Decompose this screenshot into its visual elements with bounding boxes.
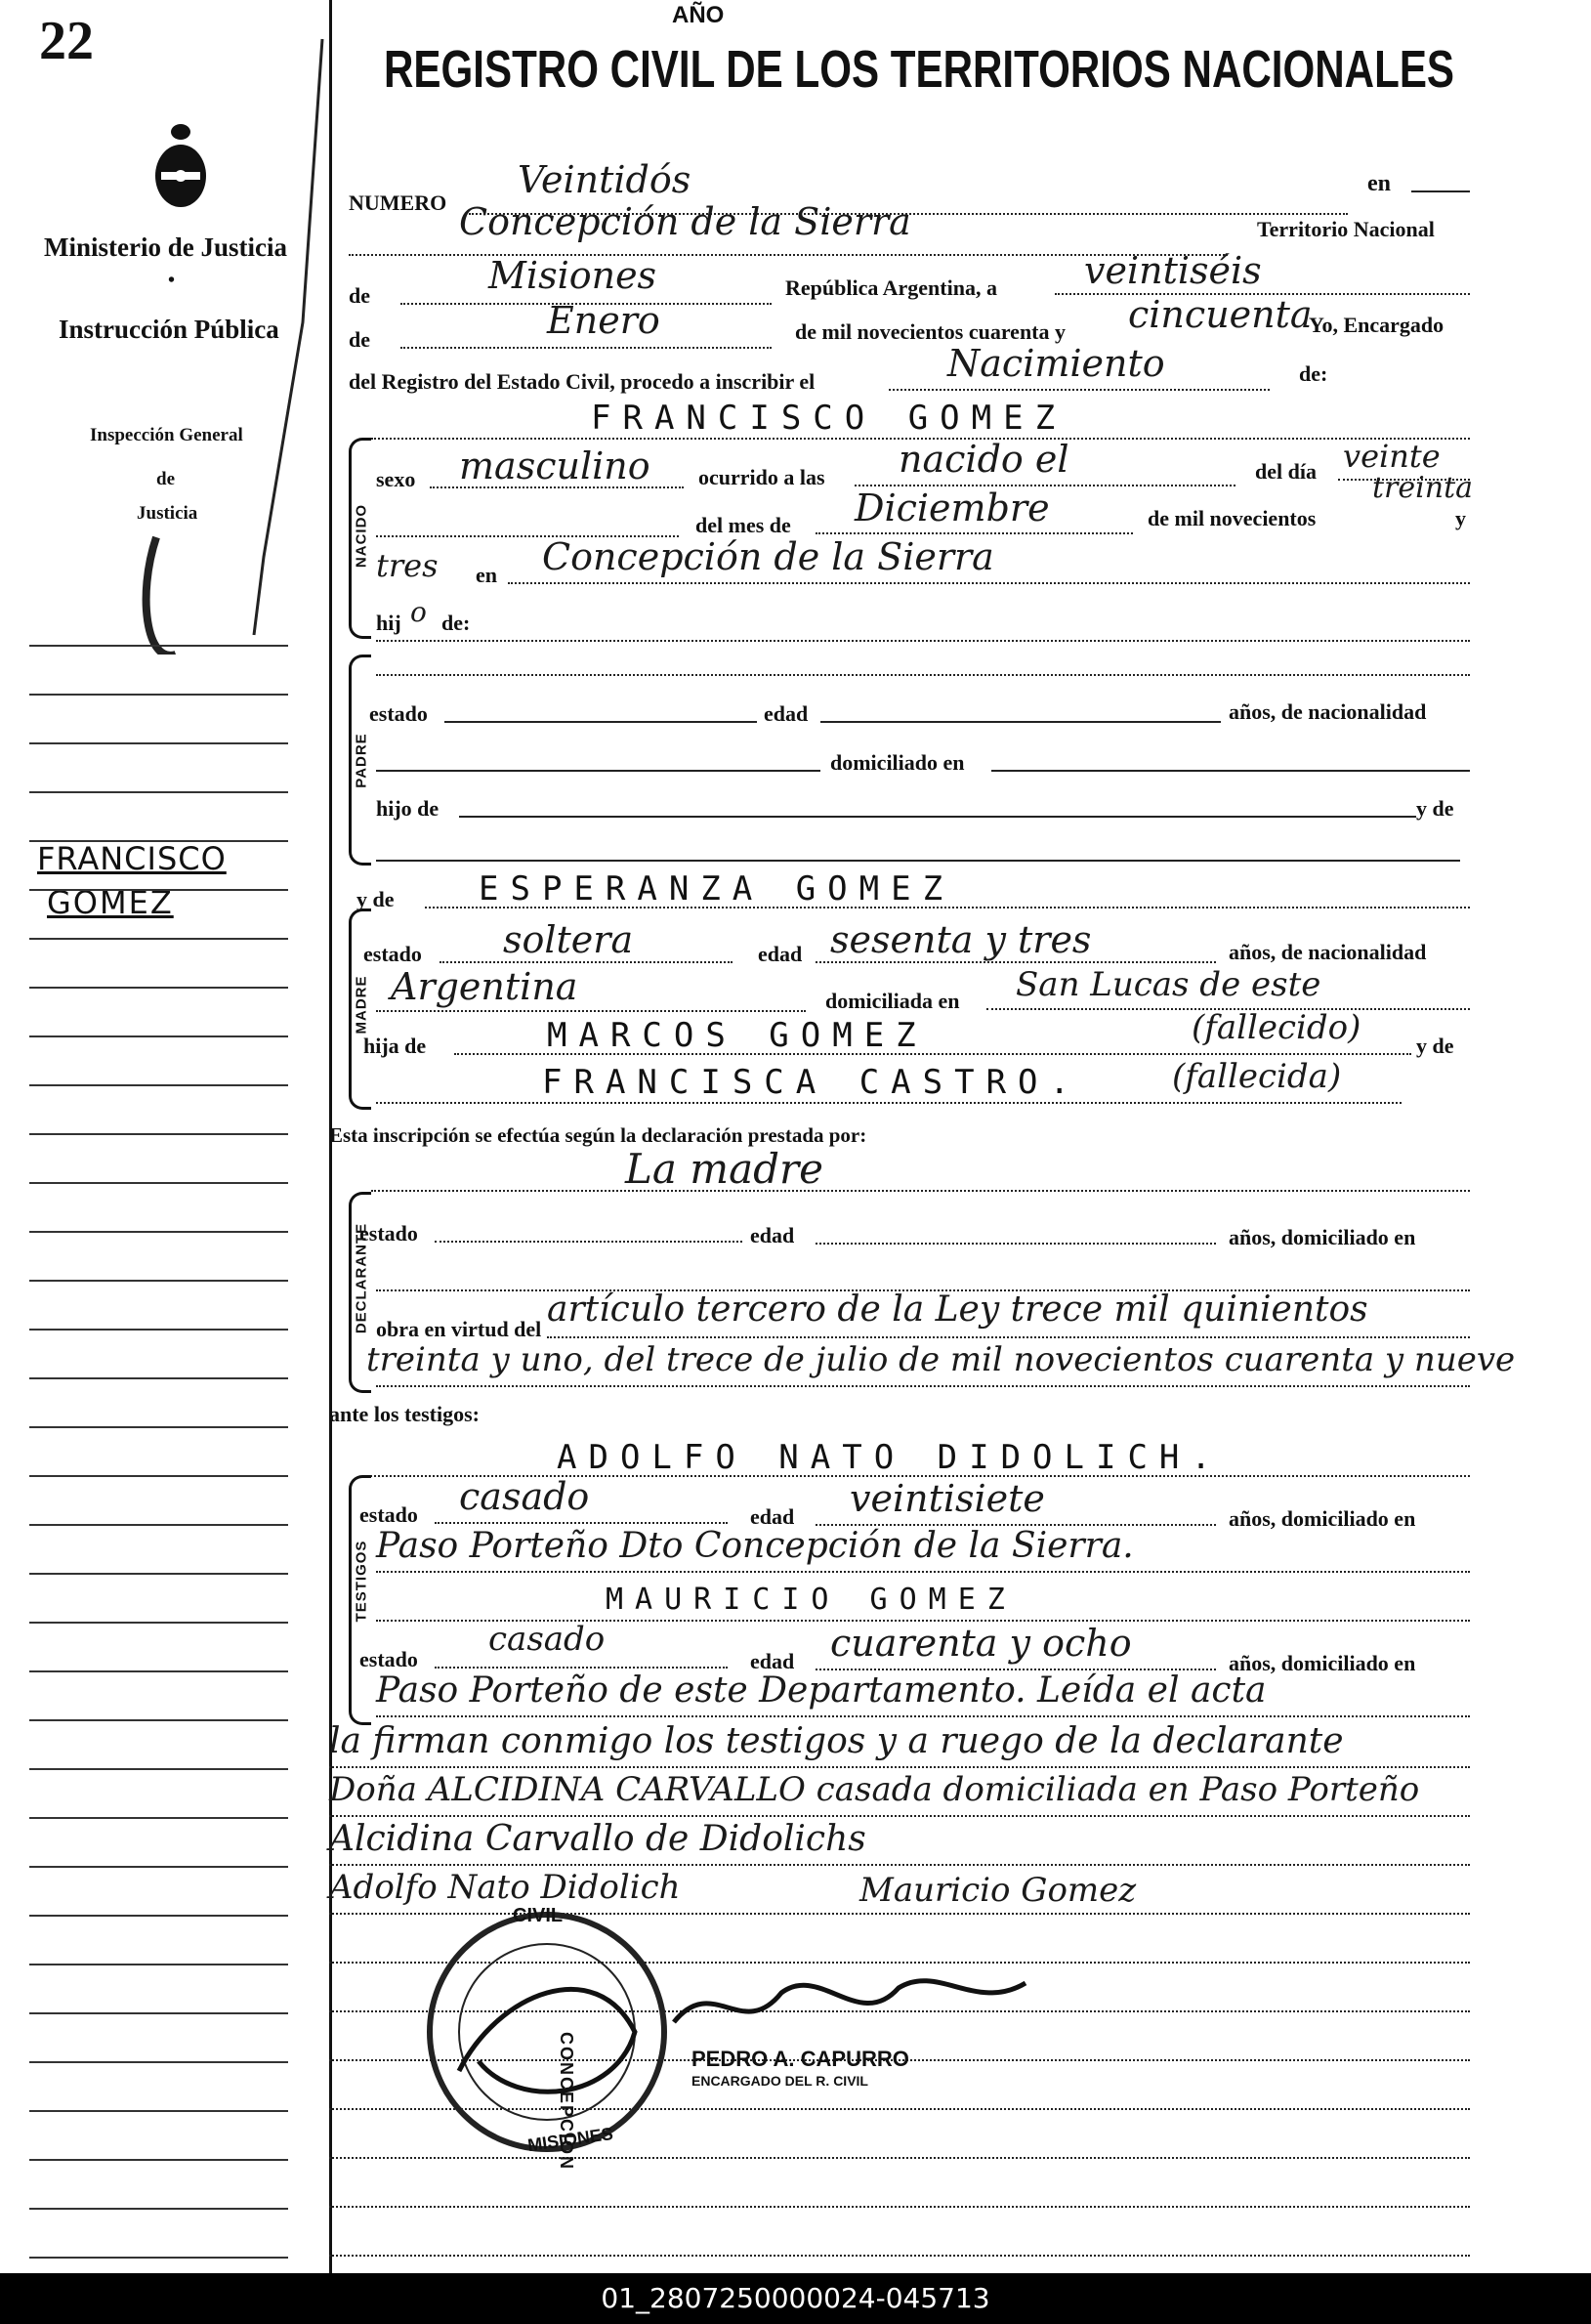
seal-right-text: CONCEPCION [557, 2032, 576, 2172]
line-estado-testigo1 [435, 1522, 728, 1524]
label-de-1: de [349, 283, 370, 308]
entry-madre-estado: soltera [503, 918, 634, 961]
margin-name-line1: FRANCISCO [37, 840, 227, 877]
entry-abuelo: MARCOS GOMEZ [547, 1016, 928, 1055]
label-estado-declarante: estado [359, 1221, 418, 1246]
label-del-mes: del mes de [695, 513, 791, 537]
signature-testigo1: Adolfo Nato Didolich [329, 1868, 681, 1907]
entry-abuelo-nota: (fallecido) [1192, 1008, 1361, 1047]
line-cierre-1 [329, 1766, 1470, 1768]
label-de-2: de [349, 327, 370, 352]
margin-rule-line [29, 987, 288, 989]
line-padre-1 [376, 674, 1470, 676]
label-de-mil-cuarenta: de mil novecientos cuarenta y [795, 319, 1067, 344]
line-estado-madre [440, 961, 733, 963]
entry-abuela: FRANCISCA CASTRO. [542, 1063, 1081, 1102]
margin-rule-line [29, 2012, 288, 2014]
label-sexo: sexo [376, 467, 416, 491]
label-anos-domiciliado-testigo2: años, domiciliado en [1229, 1651, 1416, 1675]
line-padre-final [376, 860, 1460, 862]
margin-rule-line [29, 1133, 288, 1135]
margin-rule-line [29, 1280, 288, 1282]
line-edad-madre [816, 961, 1216, 963]
label-edad-testigo1: edad [750, 1504, 795, 1529]
entry-abuela-nota: (fallecida) [1172, 1057, 1342, 1096]
ministry-dot: • [168, 270, 176, 291]
line-hijo [376, 640, 1470, 642]
label-del-registro: del Registro del Estado Civil, procedo a inscribir el [349, 369, 816, 394]
margin-rule-line [29, 938, 288, 940]
label-edad-madre: edad [758, 942, 803, 966]
line-domicilio-padre [991, 770, 1470, 772]
label-y-1: y [1455, 506, 1466, 530]
ministry-line5: Justicia [137, 503, 198, 524]
line-hijo-de-padre [459, 816, 1416, 818]
entry-sexo: masculino [459, 444, 650, 487]
line-acto [889, 389, 1270, 391]
label-en: en [1367, 171, 1391, 196]
label-hija-de: hija de [363, 1034, 427, 1058]
year-label: AÑO [672, 2, 725, 28]
entry-acto: Nacimiento [947, 342, 1165, 385]
entry-testigo1-estado: casado [459, 1475, 590, 1518]
entry-anio-nacimiento-a: treinta [1372, 471, 1474, 505]
entry-testigo1: ADOLFO NATO DIDOLICH. [557, 1438, 1223, 1477]
line-estado-declarante [435, 1241, 742, 1243]
margin-rule-line [29, 2208, 288, 2210]
entry-madre-nacionalidad: Argentina [391, 965, 578, 1008]
line-declarante [371, 1190, 1470, 1192]
label-ante-testigos: ante los testigos: [329, 1402, 480, 1426]
label-y-de-abuela: y de [1416, 1034, 1454, 1058]
entry-obra-linea2: treinta y uno, del trece de julio de mil novecientos cuarenta y nueve [366, 1340, 1516, 1379]
label-territorio: Territorio Nacional [1257, 217, 1435, 241]
line-domicilio-testigo1 [376, 1571, 1470, 1573]
label-edad-declarante: edad [750, 1223, 795, 1247]
line-cierre-2 [329, 1815, 1470, 1817]
line-mes-nacimiento [816, 532, 1133, 534]
label-estado-padre: estado [369, 701, 428, 726]
seal-bottom-text: MISIONES [525, 2123, 614, 2156]
margin-rule-line [29, 2110, 288, 2112]
line-mes-inscripcion [400, 347, 772, 349]
margin-rule-line [29, 1426, 288, 1428]
margin-rule-line [29, 1084, 288, 1086]
form-title: REGISTRO CIVIL DE LOS TERRITORIOS NACIONALES [384, 40, 1455, 99]
section-label-nacido: NACIDO [353, 503, 370, 569]
label-domiciliada-madre: domiciliada en [825, 989, 960, 1013]
line-obra-1 [547, 1336, 1470, 1338]
margin-rule-line [29, 2257, 288, 2259]
line-obra-2 [376, 1385, 1470, 1387]
margin-rule-line [29, 1719, 288, 1721]
label-estado-testigo1: estado [359, 1502, 418, 1527]
label-inscripcion: Esta inscripción se efectúa según la declaración prestada por: [329, 1123, 867, 1147]
label-yo-encargado: Yo, Encargado [1309, 313, 1444, 337]
section-label-declarante: DECLARANTE [353, 1222, 370, 1334]
margin-rule-line [29, 1231, 288, 1233]
entry-testigo2: MAURICIO GOMEZ [606, 1583, 1017, 1617]
margin-rule-line [29, 1035, 288, 1037]
entry-mes-inscripcion: Enero [547, 299, 660, 342]
entry-testigo1-edad: veintisiete [850, 1477, 1045, 1520]
label-hijo-de-padre: hijo de [376, 796, 440, 821]
margin-rule-line [29, 1573, 288, 1575]
encargado-signature [664, 1954, 1035, 2051]
label-anos-domiciliado-testigo1: años, domiciliado en [1229, 1506, 1416, 1531]
line-abuela [376, 1102, 1402, 1104]
margin-rule-line [29, 1524, 288, 1526]
label-en-lugar: en [476, 563, 497, 587]
label-y-de-padre: y de [1416, 796, 1454, 821]
label-ocurrido: ocurrido a las [698, 465, 825, 489]
margin-rule-line [29, 1622, 288, 1624]
line-en [1411, 190, 1470, 192]
entry-madre-edad: sesenta y tres [830, 918, 1092, 961]
label-anos-nacionalidad-padre: años, de nacionalidad [1229, 699, 1427, 724]
stamp-role: ENCARGADO DEL R. CIVIL [691, 2073, 868, 2089]
bottom-rule-line [329, 2206, 1470, 2208]
section-label-madre: MADRE [353, 975, 370, 1035]
margin-name-line2: GOMEZ [47, 884, 174, 921]
line-lugar-nacimiento [508, 582, 1470, 584]
line-nacionalidad-padre [376, 770, 820, 772]
line-domicilio-testigo2 [376, 1715, 1470, 1717]
entry-dia-inscripcion: veintiséis [1084, 249, 1262, 292]
section-label-testigos: TESTIGOS [353, 1540, 370, 1623]
margin-rule-line [29, 1377, 288, 1379]
margin-rule-line [29, 1964, 288, 1965]
signature-declarante: Alcidina Carvallo de Didolichs [329, 1819, 866, 1859]
civil-registry-seal [420, 1895, 674, 2172]
entry-anio-inscripcion: cincuenta [1128, 293, 1313, 336]
margin-rule-line [29, 1670, 288, 1672]
label-numero: NUMERO [349, 190, 447, 215]
bottom-rule-line [329, 2255, 1470, 2257]
entry-testigo1-domicilio: Paso Porteño Dto Concepción de la Sierra. [376, 1526, 1134, 1566]
label-de-mil-novecientos: de mil novecientos [1148, 506, 1317, 530]
margin-rule-line [29, 2061, 288, 2063]
margin-pen-stroke [117, 29, 342, 655]
entry-testigo2-edad: cuarenta y ocho [830, 1622, 1132, 1665]
label-edad-padre: edad [764, 701, 809, 726]
label-domiciliado-padre: domiciliado en [830, 750, 965, 775]
margin-rule-line [29, 1866, 288, 1868]
footer-code: 01_2807250000024-045713 [0, 2273, 1591, 2324]
label-hijo: hij [376, 611, 401, 635]
entry-anio-nacimiento-b: tres [376, 547, 439, 584]
margin-rule-line [29, 645, 288, 647]
margin-rule-line [29, 791, 288, 793]
entry-cierre1: la firman conmigo los testigos y a ruego de la declarante [329, 1721, 1344, 1761]
margin-rule-line [29, 1475, 288, 1477]
margin-rule-line [29, 840, 288, 842]
line-nacionalidad-madre [376, 1010, 806, 1012]
entry-cierre2: Doña ALCIDINA CARVALLO casada domiciliada en Paso Porteño [329, 1770, 1420, 1809]
entry-testigo2-domicilio: Paso Porteño de este Departamento. Leída el acta [376, 1670, 1267, 1711]
margin-rule-line [29, 2159, 288, 2161]
label-estado-testigo2: estado [359, 1647, 418, 1671]
ministry-line3: Inspección General [90, 425, 243, 445]
margin-rule-line [29, 742, 288, 744]
label-anos-nacionalidad-madre: años, de nacionalidad [1229, 940, 1427, 964]
line-edad-padre [820, 721, 1221, 723]
entry-numero: Veintidós [518, 158, 691, 201]
entry-madre-nombre: ESPERANZA GOMEZ [479, 869, 955, 908]
entry-mes-nacimiento: Diciembre [855, 486, 1050, 529]
margin-rule-line [29, 1768, 288, 1770]
label-del-dia: del día [1255, 459, 1317, 484]
stamp-name: PEDRO A. CAPURRO [691, 2047, 909, 2071]
signature-testigo2: Mauricio Gomez [859, 1871, 1137, 1910]
label-de-colon: de: [1299, 361, 1328, 386]
entry-declarante: La madre [625, 1145, 823, 1193]
label-estado-madre: estado [363, 942, 422, 966]
margin-rule-line [29, 1329, 288, 1331]
entry-territorio: Misiones [488, 254, 657, 297]
label-hijo-de: de: [441, 611, 471, 635]
seal-top-text: CIVIL [513, 1905, 564, 1926]
entry-dia-nacimiento: veinte [1343, 438, 1441, 475]
ministry-line2: Instrucción Pública [59, 315, 279, 344]
entry-lugar-nacimiento: Concepción de la Sierra [542, 535, 994, 578]
margin-rule-line [29, 889, 288, 891]
page-number: 22 [39, 11, 94, 71]
entry-nombre: FRANCISCO GOMEZ [591, 399, 1068, 438]
margin-rule-line [29, 1182, 288, 1184]
entry-localidad: Concepción de la Sierra [459, 200, 911, 243]
line-firma-1 [329, 1864, 1470, 1866]
label-edad-testigo2: edad [750, 1649, 795, 1673]
line-edad-declarante [816, 1243, 1216, 1245]
margin-rule-line [29, 694, 288, 696]
label-y-de-madre: y de [356, 887, 395, 911]
entry-hijo-suffix: o [410, 596, 427, 628]
label-republica: República Argentina, a [785, 275, 997, 300]
margin-rule-line [29, 1915, 288, 1917]
line-estado-padre [444, 721, 757, 723]
line-estado-testigo2 [435, 1667, 728, 1669]
entry-madre-domicilio: San Lucas de este [1016, 965, 1321, 1004]
label-obra-en-virtud: obra en virtud del [376, 1317, 542, 1341]
entry-testigo2-estado: casado [488, 1620, 606, 1659]
section-label-padre: PADRE [353, 733, 370, 788]
entry-ocurrido: nacido el [899, 438, 1069, 481]
margin-rule-line [29, 1817, 288, 1819]
entry-obra-linea1: artículo tercero de la Ley trece mil quinientos [547, 1289, 1368, 1330]
ministry-line1: Ministerio de Justicia [44, 232, 287, 262]
label-anos-domiciliado-declarante: años, domiciliado en [1229, 1225, 1416, 1249]
ministry-line4: de [156, 469, 175, 489]
